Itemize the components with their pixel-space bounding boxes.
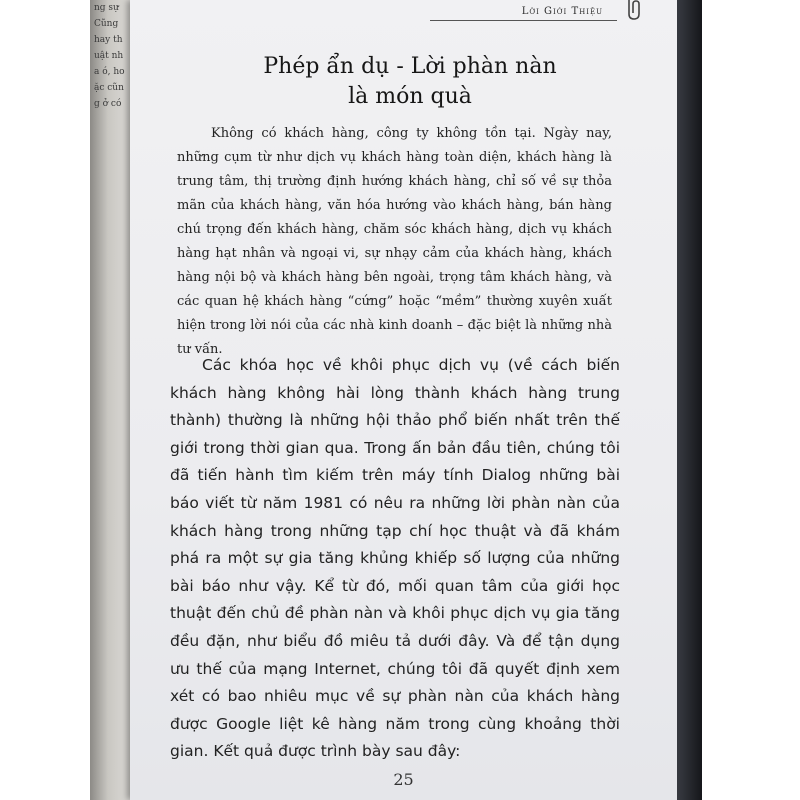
paper-clip-icon bbox=[623, 0, 645, 22]
chapter-title-line-1: Phép ẩn dụ - Lời phàn nàn bbox=[263, 54, 557, 79]
previous-page-edge bbox=[90, 0, 130, 800]
background-edge bbox=[676, 0, 702, 800]
paragraph-2: Các khóa học về khôi phục dịch vụ (về cách biến khách hàng không hài lòng thành khách hàng trung thành) thường là những hội thảo phổ biến nhất trên thế giới trong thời gian qua. Trong ấn bản đầu tiên, chúng tôi đã tiến hành tìm kiếm trên máy tính Dialog những bài báo viết từ năm 1981 có nêu ra những lời phàn nàn của khách hàng trong những tạp chí học thuật và đã khám phá ra một sự gia tăng khủng khiếp số lượng của những bài báo như vậy. Kể từ đó, mối quan tâm của giới học thuật đến chủ đề phàn nàn và khôi phục dịch vụ gia tăng đều đặn, như biểu đồ miêu tả dưới đây. Và để tận dụng ưu thế của mạng Internet, chúng tôi đã quyết định xem xét có bao nhiêu mục về sự phàn nàn của khách hàng được Google liệt kê hàng năm trong cùng khoảng thời gian. Kết quả được trình bày sau đây: bbox=[170, 356, 620, 761]
running-head-rule bbox=[430, 20, 617, 21]
book-page bbox=[130, 0, 677, 800]
running-head: Lời Giới Thiệu bbox=[521, 6, 603, 17]
chapter-title-line-2: là món quà bbox=[348, 84, 472, 109]
page-number: 25 bbox=[393, 770, 414, 789]
photo-frame bbox=[90, 0, 702, 800]
paragraph-1: Không có khách hàng, công ty không tồn tại. Ngày nay, những cụm từ như dịch vụ khách hàng toàn diện, khách hàng là trung tâm, thị trường định hướng khách hàng, chỉ số về sự thỏa mãn của khách hàng, văn hóa hướng vào khách hàng, bán hàng chú trọng đến khách hàng, chăm sóc khách hàng, dịch vụ khách hàng hạt nhân và ngoại vi, sự nhạy cảm của khách hàng, khách hàng nội bộ và khách hàng bên ngoài, trọng tâm khách hàng, và các quan hệ khách hàng “cứng” hoặc “mềm” thường xuyên xuất hiện trong lời nói của các nhà kinh doanh – đặc biệt là những nhà tư vấn. bbox=[177, 126, 612, 357]
previous-page-text: ng sự Cũng hay thuật nha ó, hoặc cũng ở có bbox=[94, 3, 125, 109]
